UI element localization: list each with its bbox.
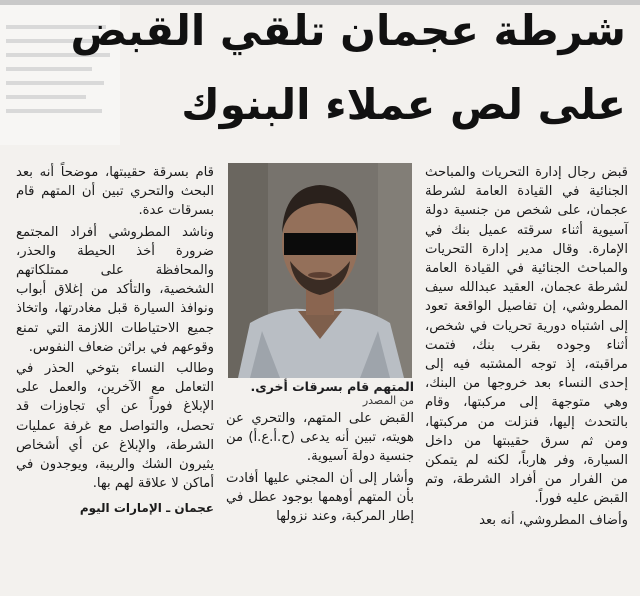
paragraph: وناشد المطروشي أفراد المجتمع ضرورة أخذ الحيطة والحذر، والمحافظة على ممتلكاتهم الشخصية، والتأكد من إغلاق أبواب ونوافذ السيارة قبل مغادرتها، واتخاذ جميع الاحتياطات اللازمة التي تمنع وقوعهم في براثن ضعاف النفوس. [16, 224, 214, 355]
photo-caption: المتهم قام بسرقات أخرى. [250, 379, 414, 394]
byline-credit: عجمان ـ الإمارات اليوم [79, 501, 214, 516]
paragraph: قبض رجال إدارة التحريات والمباحث الجنائية في القيادة العامة لشرطة عجمان، على شخص من جنسية دولة آسيوية أثناء سرقته عميل بنك في الإمارة. وقال مدير إدارة التحريات والمباحث الجنائية في القيادة العامة لشرطة عجمان، العقيد عبدالله سيف المطروشي، إن تفاصيل الواقعة تعود إلى اشتباه دورية تحريات في شخص، أثناء وجوده بقرب بنك، فتمت مراقبته، إذ توجه المشتبه فيه إلى إحدى النساء بعد خروجها من البنك، وهي متوجهة إلى مركبتها، وقام بالتحدث إليها، فنزلت من مركبتها، ومن ثم سرق حقيبتها من داخل السيارة، وفر هارباً، لكنه لم يتمكن من الفرار من أفراد الشرطة، وتم القبض عليه فوراً. [425, 165, 628, 507]
paragraph: وطالب النساء بتوخي الحذر في التعامل مع الآخرين، والعمل على الإبلاغ فوراً عن أي تجاوزات قد تحصل، والتواصل مع غرفة عمليات الشرطة، والإبلاغ عن أي أشخاص يثيرون الشك والريبة، ويوجدون في أماكن لا علاقة لهم بها. [16, 361, 214, 492]
paragraph: وأشار إلى أن المجني عليها أفادت بأن المتهم أوهمها بوجود عطل في إطار المركبة، وعند نزولها [226, 470, 414, 525]
headline-line-2: على لص عملاء البنوك [181, 80, 626, 129]
article-column-right [425, 163, 628, 532]
suspect-photo [228, 163, 412, 378]
article-column-middle [226, 409, 414, 528]
paragraph: قام بسرقة حقيبتها، موضحاً أنه بعد البحث والتحري تبين أن المتهم قام بسرقات عدة. [16, 165, 214, 219]
photo-source: من المصدر [362, 394, 414, 407]
headline-line-1: شرطة عجمان تلقي القبض [70, 6, 626, 55]
suspect-photo-image [228, 163, 412, 378]
article-column-left [16, 163, 214, 519]
paragraph: وأضاف المطروشي، أنه بعد [479, 512, 628, 528]
paragraph: القبض على المتهم، والتحري عن هويته، تبين أنه يدعى (ح.أ.ع.أ) من جنسية دولة آسيوية. [226, 411, 414, 465]
